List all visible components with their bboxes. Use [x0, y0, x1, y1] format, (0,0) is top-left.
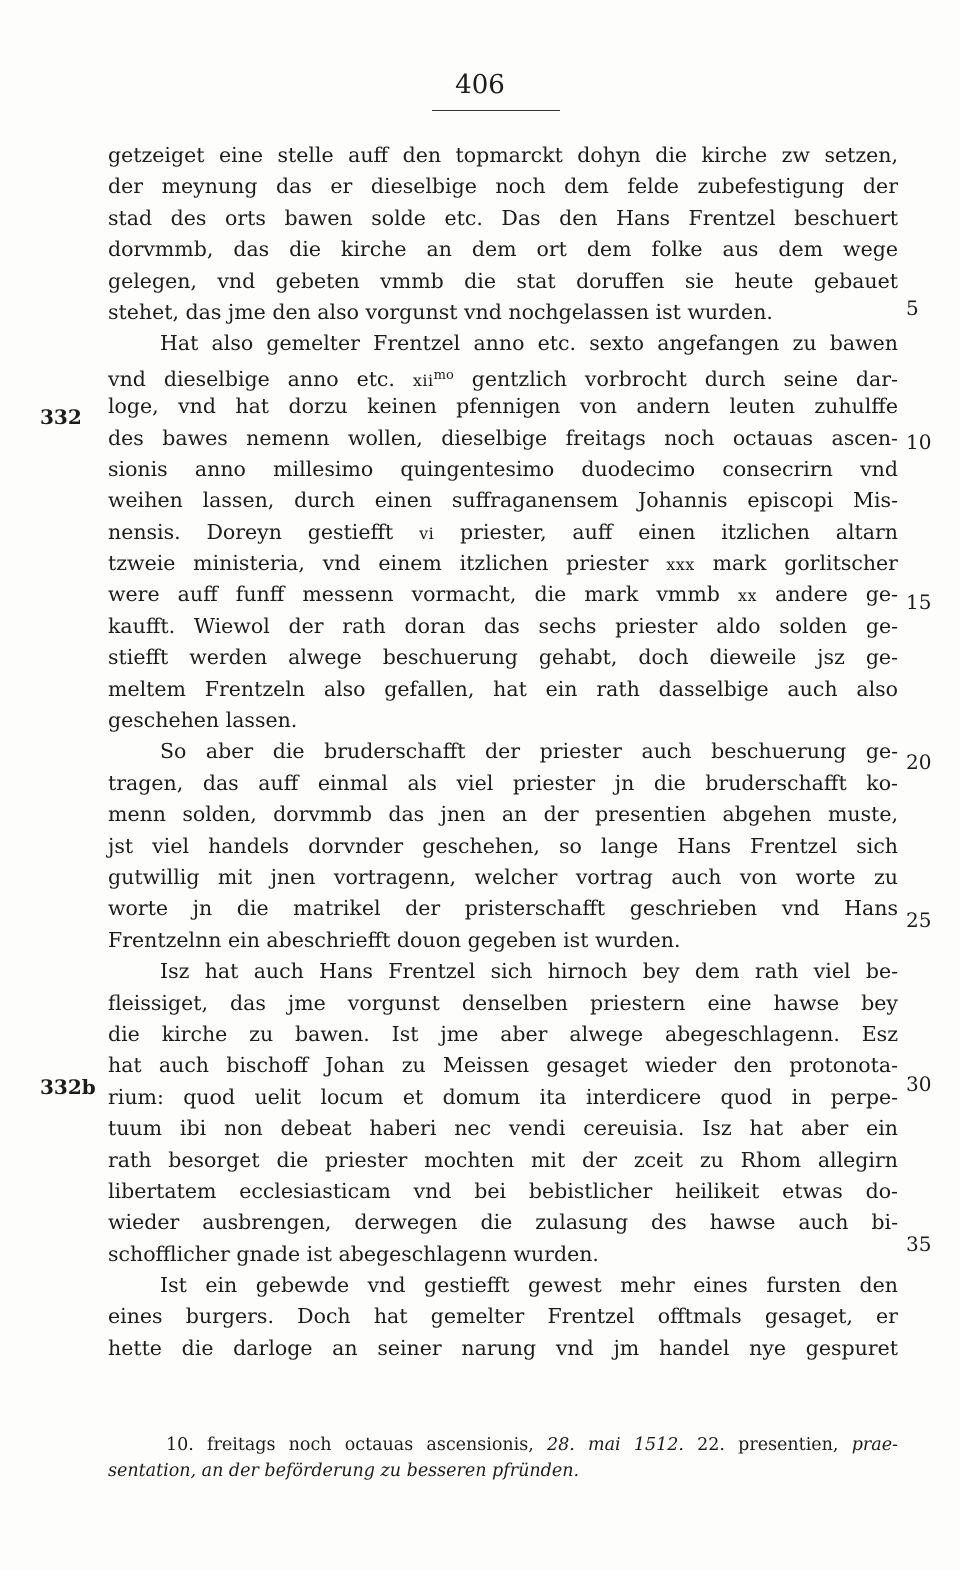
text-line: wieder ausbrengen, derwegen die zulasung des hawse auch bi- — [108, 1210, 898, 1235]
text-line: libertatem ecclesiasticam vnd bei bebistlicher heilikeit etwas do- — [108, 1178, 898, 1203]
text-line — [108, 548, 898, 579]
text-line: worte jn die matrikel der pristerschafft geschrieben vnd Hans — [108, 896, 898, 921]
text-line: weihen lassen, durch einen suffraganensem Johannis episcopi Mis- — [108, 488, 898, 513]
text-line — [108, 579, 898, 610]
text-fragment: mark gorlitscher — [712, 551, 898, 576]
text-line: rath besorget die priester mochten mit der zceit zu Rhom allegirn — [108, 1147, 898, 1172]
text-line — [108, 360, 898, 391]
text-fragment: priester, auff einen itzlichen altarn — [460, 519, 898, 544]
roman-numeral: xxx — [666, 555, 695, 575]
text-line: hat auch bischoff Johan zu Meissen gesaget wieder den protonota- — [108, 1053, 898, 1078]
line-number-25: 25 — [906, 908, 932, 932]
text-line: die kirche zu bawen. Ist jme aber alwege abegeschlagenn. Esz — [108, 1021, 898, 1046]
roman-numeral: xx — [737, 586, 758, 606]
text-line: jst viel handels dorvnder geschehen, so lange Hans Frentzel sich — [108, 833, 898, 858]
footnote-text: 10. freitags noch octauas ascensionis, — [166, 1435, 534, 1455]
text-line — [108, 517, 898, 548]
text-line: hette die darloge an seiner narung vnd jm handel nye gespuret — [108, 1335, 898, 1360]
text-line: loge, vnd hat dorzu keinen pfennigen von andern leuten zuhulffe — [108, 394, 898, 419]
footnote-gloss: sentation, an der beförderung zu besseren pfründen. — [108, 1461, 580, 1481]
footnote-line — [108, 1432, 898, 1458]
text-line: des bawes nemenn wollen, dieselbige freitags noch octauas ascen- — [108, 425, 898, 450]
text-fragment: were auff funff messenn vormacht, die mark vmmb — [108, 582, 720, 607]
text-line: stad des orts bawen solde etc. Das den Hans Frentzel beschuert — [108, 205, 898, 230]
roman-numeral: xii — [412, 370, 434, 390]
line-number-10: 10 — [906, 430, 932, 454]
line-number-5: 5 — [906, 296, 919, 320]
text-line: meltem Frentzeln also gefallen, hat ein rath dasselbige auch also — [108, 676, 898, 701]
text-line: menn solden, dorvmmb das jnen an der presentien abgehen muste, — [108, 802, 898, 827]
text-line: tuum ibi non debeat haberi nec vendi cereuisia. Isz hat aber ein — [108, 1116, 898, 1141]
text-line: Ist ein gebewde vnd gestiefft gewest mehr eines fursten den — [160, 1273, 898, 1298]
footnote — [108, 1432, 898, 1484]
text-line: eines burgers. Doch hat gemelter Frentzel offtmals gesaget, er — [108, 1304, 898, 1329]
line-number-20: 20 — [906, 750, 932, 774]
margin-ref-332: 332 — [40, 405, 82, 429]
footnote-gloss: prae- — [851, 1435, 898, 1455]
text-fragment: gentzlich vorbrocht durch seine dar- — [471, 366, 898, 391]
superscript: mo — [433, 367, 454, 383]
text-line: tragen, das auff einmal als viel priester jn die bruderschafft ko- — [108, 770, 898, 795]
text-line: Frentzelnn ein abeschriefft douon gegeben ist wurden. — [108, 927, 681, 952]
text-line: getzeiget eine stelle auff den topmarckt dohyn die kirche zw setzen, — [108, 143, 898, 167]
text-line: sionis anno millesimo quingentesimo duodecimo consecrirn vnd — [108, 456, 898, 481]
text-line: der meynung das er dieselbige noch dem felde zubefestigung der — [108, 174, 898, 199]
page-number-rule — [432, 110, 560, 111]
text-fragment: tzweie ministeria, vnd einem itzlichen priester — [108, 551, 649, 576]
main-text — [108, 140, 898, 1364]
text-fragment: andere ge- — [775, 582, 898, 607]
text-line: Hat also gemelter Frentzel anno etc. sexto angefangen zu bawen — [160, 331, 898, 356]
text-line: fleissiget, das jme vorgunst denselben priestern eine hawse bey — [108, 990, 898, 1015]
footnote-date: 28. mai 1512. — [546, 1435, 684, 1455]
margin-ref-332b: 332b — [40, 1075, 96, 1099]
line-number-35: 35 — [906, 1232, 932, 1256]
roman-numeral: vi — [419, 523, 435, 543]
text-line: dorvmmb, das die kirche an dem ort dem folke aus dem wege — [108, 237, 898, 262]
text-line: Isz hat auch Hans Frentzel sich hirnoch bey dem rath viel be- — [160, 959, 898, 984]
footnote-text: 22. presentien, — [697, 1435, 839, 1455]
text-fragment: vnd dieselbige anno etc. — [108, 366, 395, 391]
text-line: stehet, das jme den also vorgunst vnd nochgelassen ist wurden. — [108, 299, 773, 324]
footnote-line — [108, 1458, 898, 1484]
text-line: So aber die bruderschafft der priester auch beschuerung ge- — [160, 739, 898, 764]
line-number-30: 30 — [906, 1072, 932, 1096]
line-number-15: 15 — [906, 590, 932, 614]
text-line: geschehen lassen. — [108, 708, 298, 733]
text-fragment: nensis. Doreyn gestiefft — [108, 519, 394, 544]
text-line: schofflicher gnade ist abegeschlagenn wurden. — [108, 1241, 599, 1266]
text-line: gutwillig mit jnen vortragenn, welcher vortrag auch von worte zu — [108, 864, 898, 889]
page-number: 406 — [455, 70, 505, 100]
text-line: stiefft werden alwege beschuerung gehabt, doch dieweile jsz ge- — [108, 645, 898, 670]
text-line: gelegen, vnd gebeten vmmb die stat doruffen sie heute gebauet — [108, 268, 898, 293]
text-line: rium: quod uelit locum et domum ita interdicere quod in perpe- — [108, 1084, 898, 1109]
text-line: kaufft. Wiewol der rath doran das sechs priester aldo solden ge- — [108, 613, 898, 638]
